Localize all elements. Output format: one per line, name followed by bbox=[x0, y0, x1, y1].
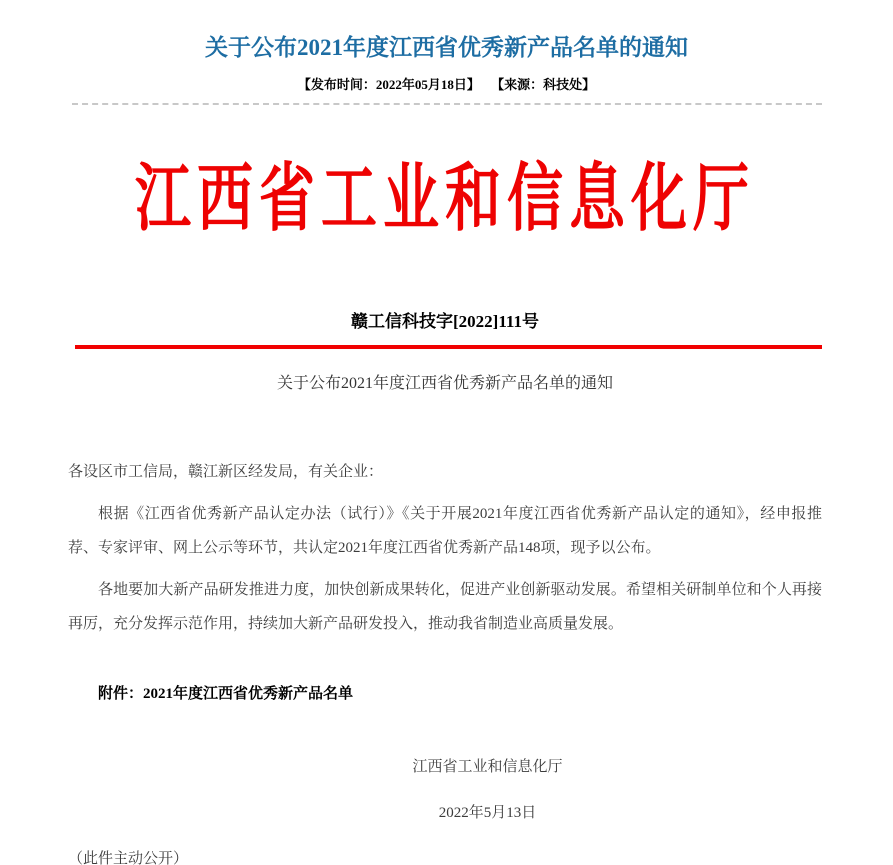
doc-number: 赣工信科技字[2022]111号 bbox=[351, 312, 539, 331]
dashed-divider bbox=[72, 103, 822, 105]
red-rule-divider bbox=[75, 345, 822, 349]
signature-org: 江西省工业和信息化厅 bbox=[412, 759, 563, 775]
letterhead-title: 江西省工业和信息化厅 bbox=[135, 158, 755, 241]
source-label: 【来源：科技处】 bbox=[491, 77, 596, 92]
attachment-line: 附件：2021年度江西省优秀新产品名单 bbox=[98, 686, 354, 702]
disclosure-note: （此件主动公开） bbox=[68, 851, 189, 865]
publish-time-label: 【发布时间：2022年05月18日】 bbox=[297, 77, 480, 92]
document-body bbox=[0, 153, 893, 865]
letterhead-wrap bbox=[68, 153, 822, 248]
meta-line bbox=[0, 74, 893, 93]
signature-block bbox=[68, 757, 822, 823]
paragraph-2: 各地要加大新产品研发推进力度，加快创新成果转化，促进产业创新驱动发展。希望相关研制单位和个人再接再厉，充分发挥示范作用，持续加大新产品研发投入，推动我省制造业高质量发展。 bbox=[68, 582, 822, 632]
paragraph-1: 根据《江西省优秀新产品认定办法（试行）》《关于开展2021年度江西省优秀新产品认定的通知》，经申报推荐、专家评审、网上公示等环节，共认定2021年度江西省优秀新产品148项，现予以公布。 bbox=[68, 506, 822, 556]
page-title: 关于公布2021年度江西省优秀新产品名单的通知 bbox=[205, 35, 688, 60]
doc-subtitle: 关于公布2021年度江西省优秀新产品名单的通知 bbox=[276, 375, 613, 392]
signature-date: 2022年5月13日 bbox=[438, 805, 537, 821]
notice-page bbox=[0, 34, 893, 865]
salutation: 各设区市工信局，赣江新区经发局，有关企业： bbox=[68, 464, 384, 480]
